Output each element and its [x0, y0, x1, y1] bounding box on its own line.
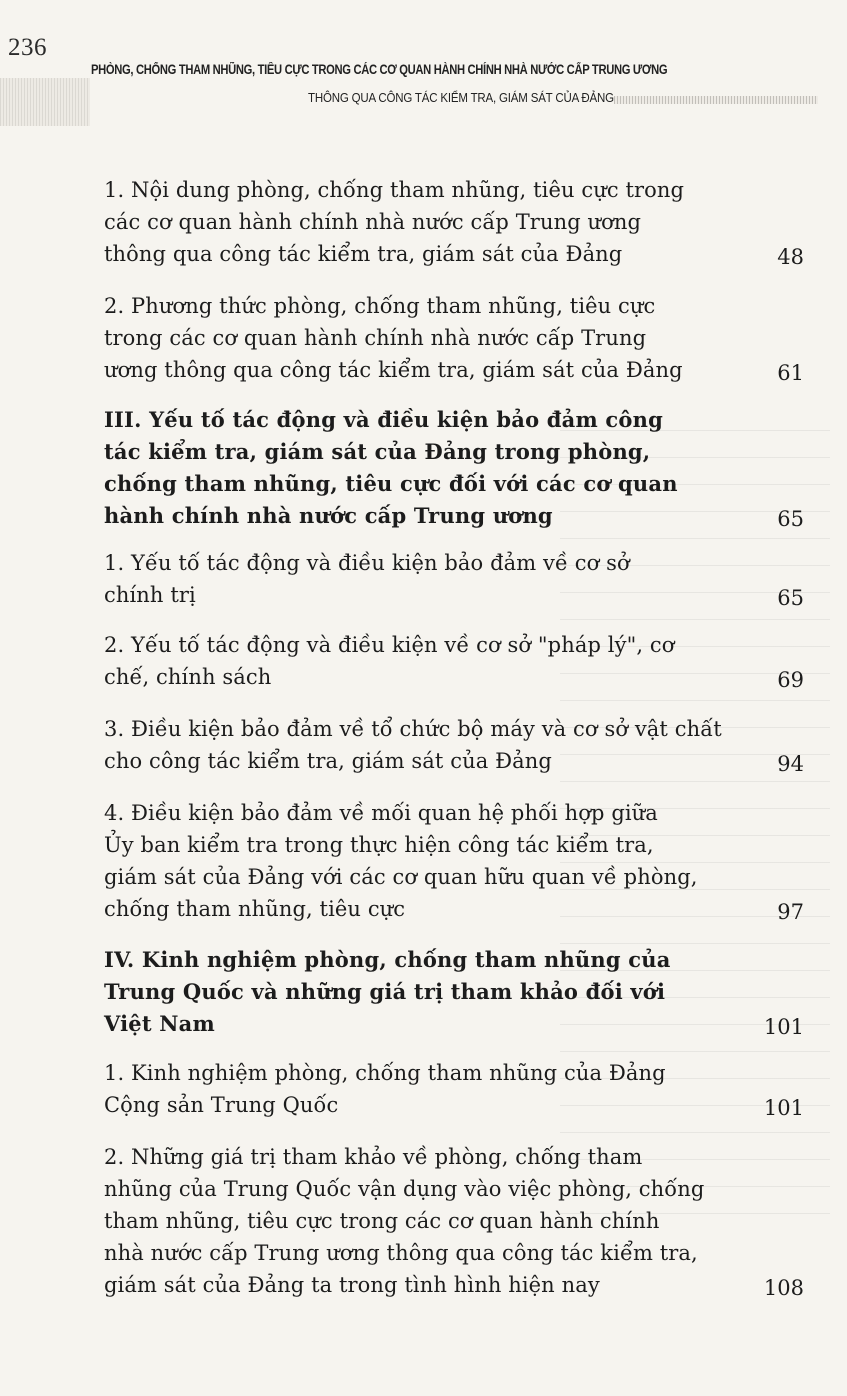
toc-entry — [104, 797, 804, 925]
toc-entry-line: 2. Phương thức phòng, chống tham nhũng, tiêu cực — [104, 294, 656, 318]
toc-entry — [104, 1057, 804, 1121]
toc-page-number: 65 — [777, 586, 804, 610]
toc-entry-line: III. Yếu tố tác động và điều kiện bảo đảm công — [104, 407, 663, 432]
toc-page-number: 94 — [777, 752, 804, 776]
toc-entry-line: hành chính nhà nước cấp Trung ương — [104, 503, 553, 528]
toc-entry-line: IV. Kinh nghiệm phòng, chống tham nhũng của — [104, 947, 671, 972]
toc-entry-line: cho công tác kiểm tra, giám sát của Đảng — [104, 749, 552, 773]
toc-section-heading — [104, 404, 804, 532]
toc-entry-line: chính trị — [104, 583, 196, 607]
toc-page-number: 108 — [763, 1276, 804, 1300]
toc-entry-line: chống tham nhũng, tiêu cực đối với các cơ quan — [104, 471, 678, 496]
toc-entry-line: 1. Kinh nghiệm phòng, chống tham nhũng của Đảng — [104, 1061, 666, 1085]
toc-page-number: 61 — [777, 361, 804, 385]
toc-entry-line: nhũng của Trung Quốc vận dụng vào việc phòng, chống — [104, 1177, 705, 1201]
toc-entry-line: nhà nước cấp Trung ương thông qua công tác kiểm tra, — [104, 1241, 698, 1265]
toc-entry — [104, 713, 804, 777]
toc-entry-line: giám sát của Đảng ta trong tình hình hiện nay — [104, 1273, 600, 1297]
toc-entry — [104, 1141, 804, 1301]
toc-page-number: 69 — [777, 668, 804, 692]
toc-entry — [104, 290, 804, 386]
running-header-title: PHÒNG, CHỐNG THAM NHŨNG, TIÊU CỰC TRONG CÁC CƠ QUAN HÀNH CHÍNH NHÀ NƯỚC CẤP TRUNG ƯƠNG — [91, 62, 668, 77]
toc-entry-line: các cơ quan hành chính nhà nước cấp Trung ương — [104, 210, 642, 234]
toc-entry-line: Trung Quốc và những giá trị tham khảo đối với — [104, 979, 666, 1004]
toc-entry-line: 2. Yếu tố tác động và điều kiện về cơ sở "pháp lý", cơ — [104, 633, 675, 657]
toc-page-number: 48 — [777, 245, 804, 269]
toc-entry-line: giám sát của Đảng với các cơ quan hữu quan về phòng, — [104, 865, 698, 889]
toc-entry-line: 4. Điều kiện bảo đảm về mối quan hệ phối hợp giữa — [104, 801, 658, 825]
toc-entry-line: tác kiểm tra, giám sát của Đảng trong phòng, — [104, 439, 651, 464]
toc-entry-line: chống tham nhũng, tiêu cực — [104, 897, 406, 921]
toc-page-number: 101 — [763, 1015, 804, 1039]
toc-entry-line: Cộng sản Trung Quốc — [104, 1093, 339, 1117]
toc-entry-line: 1. Yếu tố tác động và điều kiện bảo đảm về cơ sở — [104, 551, 630, 575]
toc-entry-line: chế, chính sách — [104, 665, 272, 689]
toc-section-heading — [104, 944, 804, 1040]
toc-entry-line: trong các cơ quan hành chính nhà nước cấp Trung — [104, 326, 647, 350]
toc-page-number: 65 — [777, 507, 804, 531]
toc-page-number: 97 — [777, 900, 804, 924]
toc-entry-line: 1. Nội dung phòng, chống tham nhũng, tiêu cực trong — [104, 178, 685, 202]
toc-entry-line: Ủy ban kiểm tra trong thực hiện công tác kiểm tra, — [104, 833, 654, 857]
toc-entry-line: thông qua công tác kiểm tra, giám sát của Đảng — [104, 242, 623, 266]
page-number: 236 — [8, 34, 47, 61]
toc-entry — [104, 547, 804, 611]
toc-entry-line: ương thông qua công tác kiểm tra, giám sát của Đảng — [104, 358, 683, 382]
toc-entry-line: 3. Điều kiện bảo đảm về tổ chức bộ máy và cơ sở vật chất — [104, 717, 722, 741]
toc-entry — [104, 629, 804, 693]
toc-entry-line: Việt Nam — [104, 1011, 215, 1036]
toc-entry-line: 2. Những giá trị tham khảo về phòng, chống tham — [104, 1145, 643, 1169]
toc-page-number: 101 — [763, 1096, 804, 1120]
toc-entry-line: tham nhũng, tiêu cực trong các cơ quan hành chính — [104, 1209, 660, 1233]
running-header-subtitle: THÔNG QUA CÔNG TÁC KIỂM TRA, GIÁM SÁT CỦA ĐẢNG — [308, 91, 614, 105]
toc-entry — [104, 174, 804, 270]
